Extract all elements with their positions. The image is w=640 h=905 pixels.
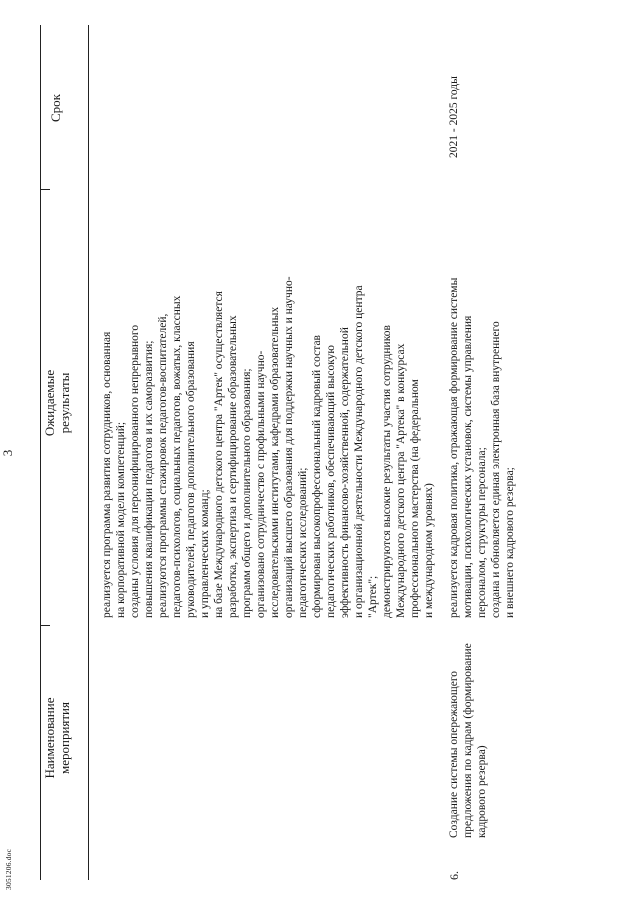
column-divider-tick bbox=[40, 189, 50, 190]
header-name: Наименование мероприятия bbox=[42, 697, 72, 779]
row-6-results: реализуется кадровая политика, отражающая формирование системы мотивации, психологических установок, системы управления персоналом, структуры персонала; создана и обновляется единая электронная база внутреннего и внешнего кадрового резерва; bbox=[448, 277, 516, 618]
document-reference: 3051206.doc bbox=[4, 848, 13, 890]
column-divider-tick bbox=[40, 625, 50, 626]
row-6-deadline: 2021 - 2025 годы bbox=[448, 76, 460, 158]
header-bottom-border bbox=[88, 25, 89, 880]
row-number: 6. bbox=[447, 871, 461, 880]
row-6-name: Создание системы опережающего предложения по кадрам (формирование кадрового резерва) bbox=[448, 643, 488, 838]
header-results: Ожидаемые результаты bbox=[42, 369, 72, 437]
table-top-border bbox=[40, 25, 41, 880]
results-continued: реализуется программа развития сотрудников, основанная на корпоративной модели компетенций; созданы условия для персонифицированного непрерывного повышения квалификации педагогов и их саморазвития; реализуются программы стажировок педагогов-воспитателей, педагогов-психологов, социальных педагогов, вожатых, классных руководителей, педагогов дополнительного образования и управленческих команд; на базе Международного детского центра "Артек" осуществляется разработка, экспертиза и сертифицирование образовательных программ общего и дополнительного образования; организовано сотрудничество с профильными научно- исследовательскими институтами, кафедрами образовательных организаций высшего образования для поддержки научных и научно- педагогических исследований; сформирован высокопрофессиональный кадровый состав педагогических работников, обеспечивающий высокую эффективность финансово-хозяйственной, содержательной и организационной деятельности Международного детского центра "Артек"; демонстрируются высокие результаты участия сотрудников Международного детского центра "Артека" в конкурсах профессионального мастерства (на федеральном и международном уровнях) bbox=[101, 276, 435, 618]
page-number: 3 bbox=[0, 449, 15, 457]
header-deadline: Срок bbox=[48, 94, 63, 122]
